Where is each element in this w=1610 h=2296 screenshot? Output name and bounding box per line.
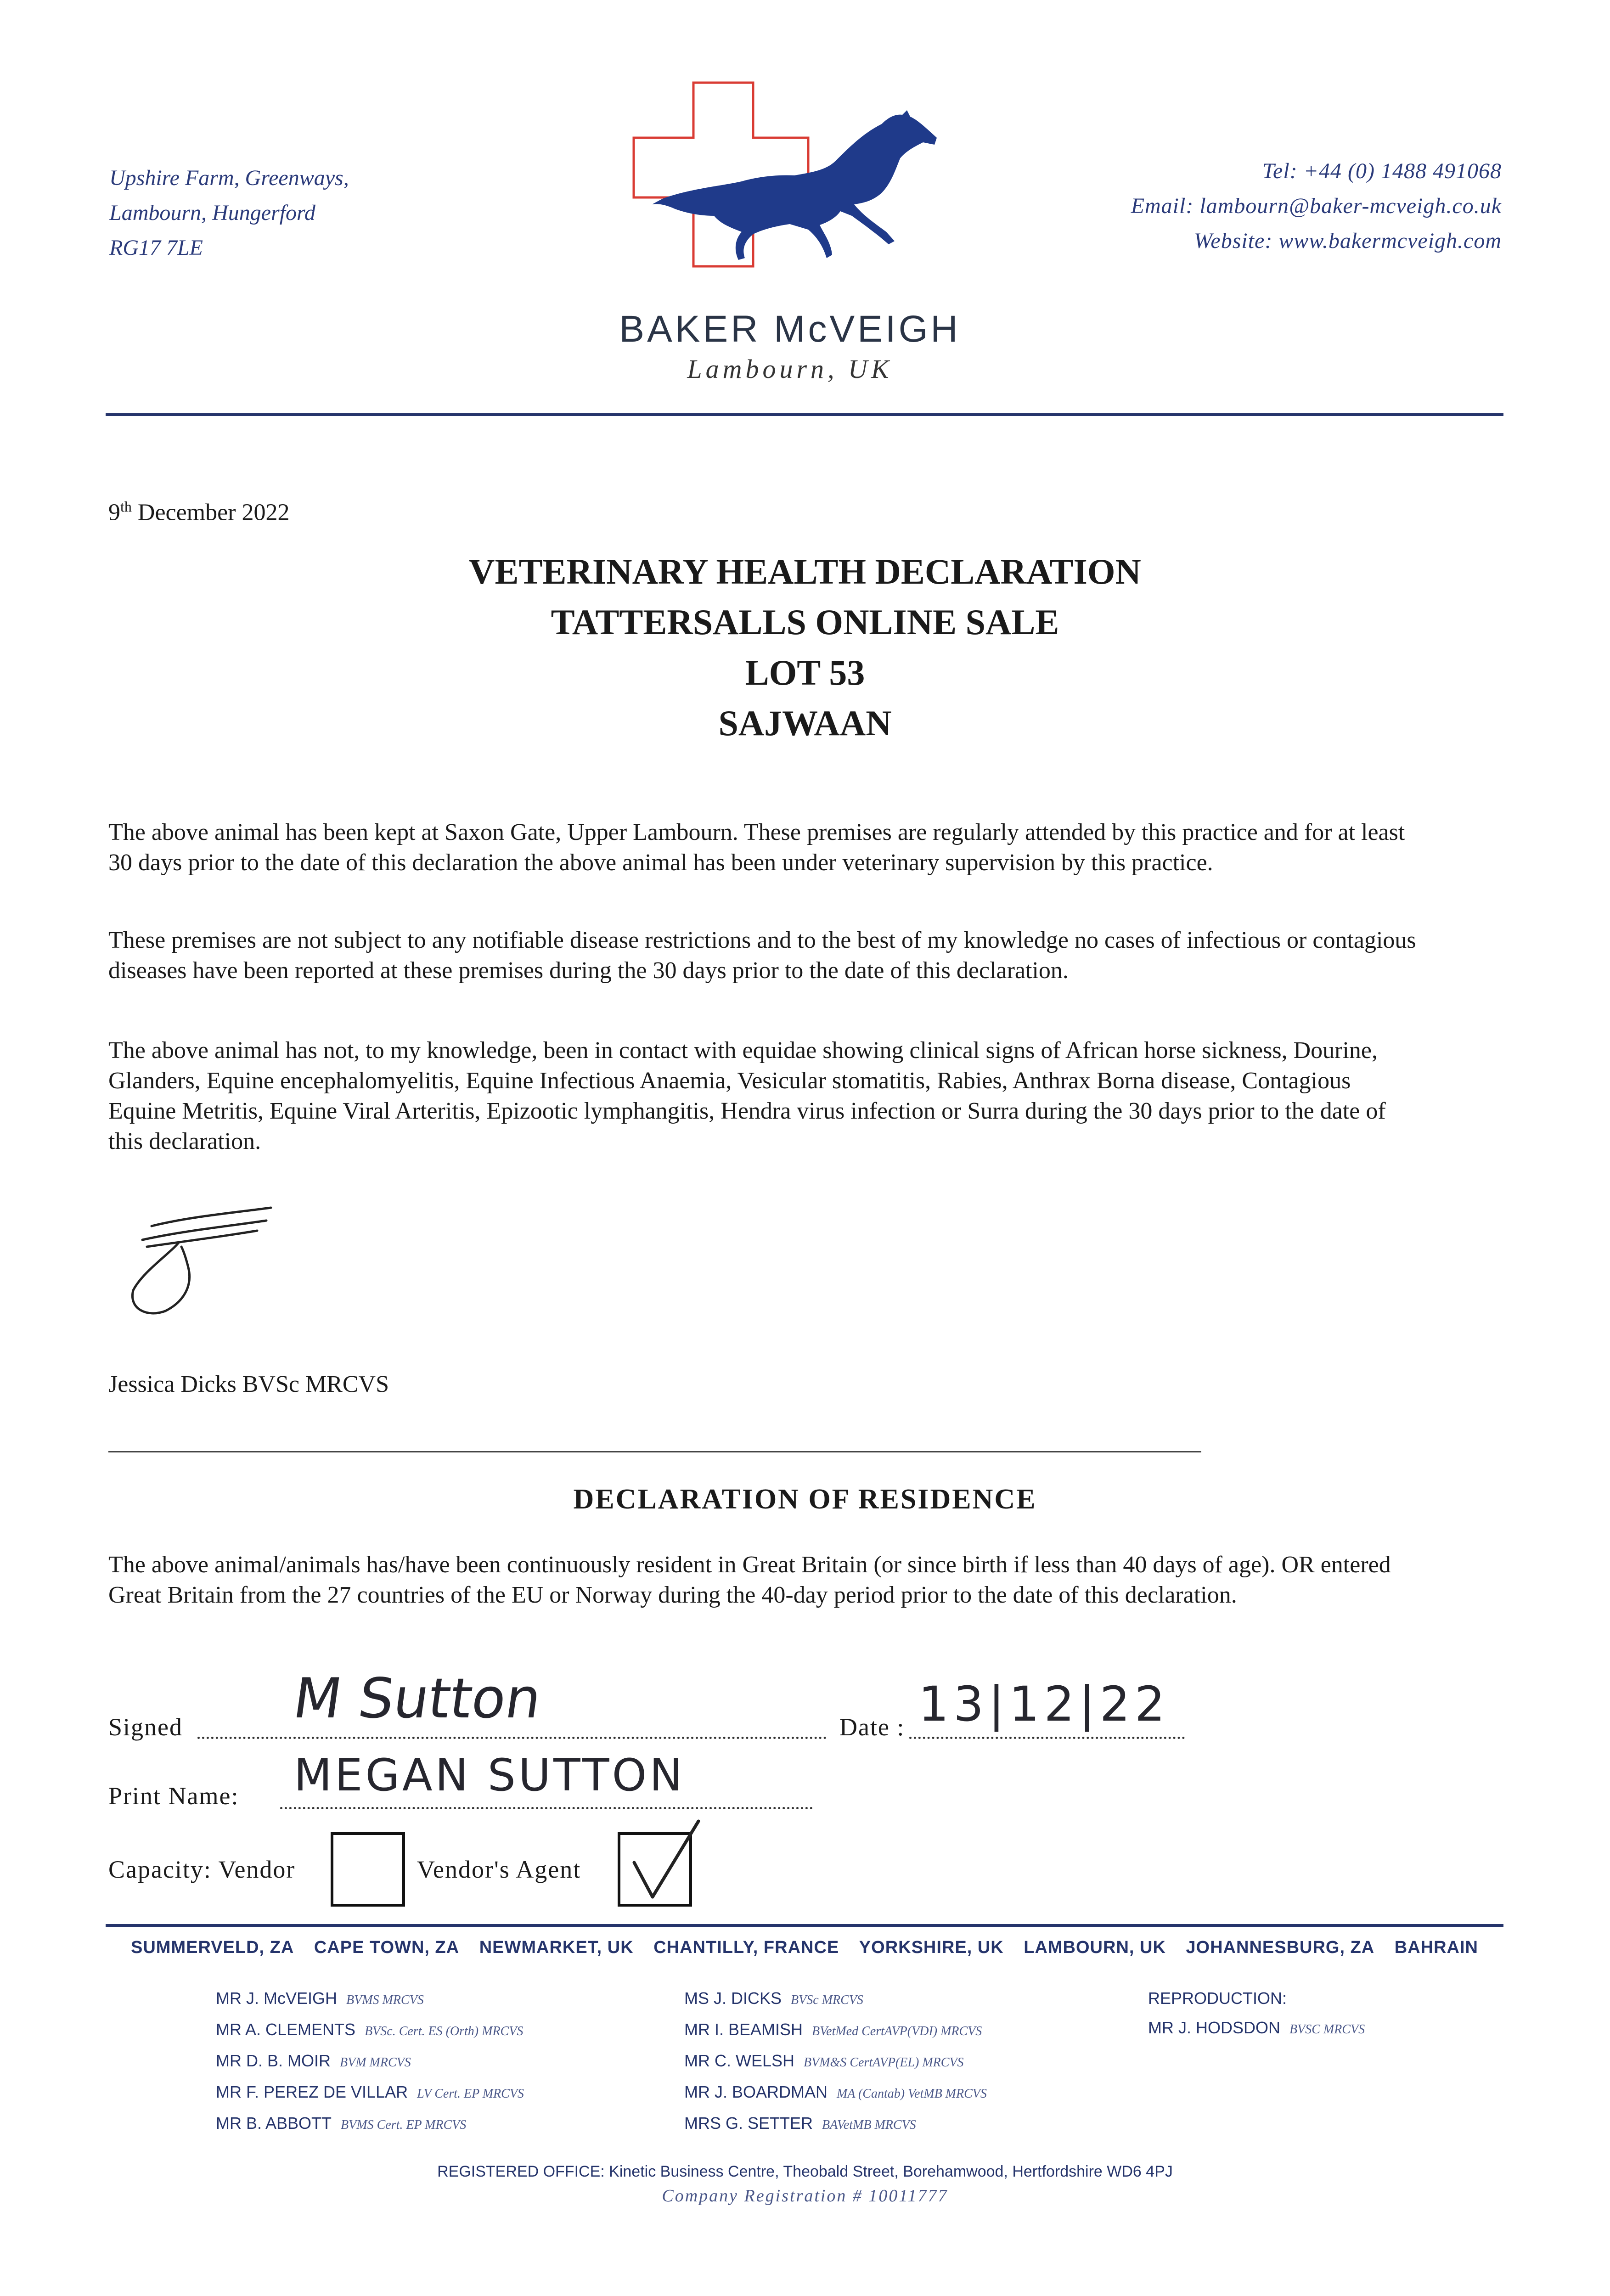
residence-title: DECLARATION OF RESIDENCE [573, 1484, 1037, 1515]
staff-column-1 [216, 1984, 524, 2140]
date-rest: December 2022 [131, 499, 290, 526]
registered-office: REGISTERED OFFICE: Kinetic Business Centre, Theobald Street, Borehamwood, Hertfordshire WD6 4PJ [437, 2163, 1173, 2180]
date-dotted-line [909, 1737, 1185, 1739]
date-label: Date : [839, 1713, 905, 1741]
cross-icon [634, 83, 808, 266]
section-divider [108, 1451, 1201, 1452]
staff-entry [216, 2046, 524, 2077]
brand-name: BAKER McVEIGH [619, 308, 961, 350]
staff-qualifications: MA (Cantab) VetMB MRCVS [837, 2087, 987, 2101]
residence-text: The above animal/animals has/have been continuously resident in Great Britain (or since birth if less than 40 days of age). OR entered Great Britain from the 27 countries of the EU or Norway during the 40-day period prior to the date of this declaration. [108, 1552, 1391, 1608]
print-name-label: Print Name: [108, 1782, 239, 1810]
address-line-3: RG17 7LE [109, 236, 203, 260]
capacity-vendor-label: Capacity: Vendor [108, 1856, 296, 1883]
staff-qualifications: BVM MRCVS [340, 2055, 411, 2070]
staff-qualifications: BVMS Cert. EP MRCVS [341, 2118, 467, 2132]
staff-entry [684, 1984, 987, 2015]
vendor-agent-label: Vendor's Agent [417, 1856, 581, 1883]
staff-name: MR B. ABBOTT [216, 2114, 332, 2133]
staff-entry [216, 2015, 524, 2046]
brand-location: Lambourn, UK [687, 354, 893, 384]
staff-name: MS J. DICKS [684, 1989, 782, 2008]
staff-entry [684, 2046, 987, 2077]
office-location: LAMBOURN, UK [1024, 1938, 1166, 1957]
signed-label: Signed [108, 1713, 183, 1741]
signed-field[interactable]: M Sutton [289, 1667, 546, 1731]
paragraph-restrictions: These premises are not subject to any notifiable disease restrictions and to the best of my knowledge no cases of infectious or contagious diseases have been reported at these premises during the 30 days prior to the date of this declaration. [108, 927, 1416, 984]
vendor-checkbox[interactable] [331, 1832, 405, 1907]
print-name-field[interactable]: MEGAN SUTTON [294, 1750, 686, 1801]
office-locations [106, 1938, 1503, 1958]
declaration-date [108, 498, 290, 526]
signed-dotted-line [197, 1737, 827, 1739]
staff-name: MR F. PEREZ DE VILLAR [216, 2082, 408, 2101]
staff-qualifications: BVetMed CertAVP(VDI) MRCVS [812, 2024, 982, 2038]
staff-name: MR C. WELSH [684, 2051, 795, 2070]
practice-contact [1131, 154, 1502, 259]
address-line-2: Lambourn, Hungerford [109, 201, 315, 225]
staff-qualifications: BVSc. Cert. ES (Orth) MRCVS [365, 2024, 524, 2038]
date-suffix: th [120, 498, 132, 515]
staff-entry [216, 2109, 524, 2140]
staff-entry [684, 2109, 987, 2140]
office-location: JOHANNESBURG, ZA [1186, 1938, 1375, 1957]
staff-name: MR D. B. MOIR [216, 2051, 331, 2070]
staff-entry [684, 2077, 987, 2109]
office-location: YORKSHIRE, UK [859, 1938, 1004, 1957]
staff-qualifications: BVM&S CertAVP(EL) MRCVS [804, 2055, 964, 2070]
date-field[interactable]: 13|12|22 [918, 1676, 1170, 1732]
practice-address [109, 161, 349, 265]
staff-qualifications: BVSc MRCVS [791, 1993, 863, 2007]
check-mark-icon [620, 1835, 689, 1904]
staff-name: MR I. BEAMISH [684, 2020, 803, 2039]
staff-entry [216, 1984, 524, 2015]
office-location: BAHRAIN [1394, 1938, 1478, 1957]
staff-entry [216, 2077, 524, 2109]
footer-divider [106, 1924, 1503, 1927]
vendor-agent-checkbox[interactable] [618, 1832, 692, 1907]
date-day: 9 [108, 499, 120, 526]
print-name-dotted-line [280, 1807, 813, 1809]
paragraph-disease-contact: The above animal has not, to my knowledge, been in contact with equidae showing clinical signs of African horse sickness, Dourine, Glanders, Equine encephalomyelitis, Equine Infectious Anaemia, Vesicular stomatitis, Rabies, Anthrax Borna disease, Contagious Equine Metritis, Equine Viral Arteritis, Epizootic lymphangitis, Hendra virus infection or Surra during the 30 days prior to the date of this declaration. [108, 1037, 1386, 1154]
staff-column-2 [684, 1984, 987, 2140]
title-horse-name: SAJWAAN [718, 703, 892, 743]
staff-entry [684, 2015, 987, 2046]
staff-name: MR J. HODSDON [1148, 2018, 1280, 2037]
staff-qualifications: BAVetMB MRCVS [822, 2118, 916, 2132]
staff-column-3 [1148, 1984, 1365, 2044]
staff-name: MR A. CLEMENTS [216, 2020, 356, 2039]
title-lot: LOT 53 [745, 653, 865, 692]
address-line-1: Upshire Farm, Greenways, [109, 166, 349, 190]
contact-website[interactable]: Website: www.bakermcveigh.com [1193, 229, 1502, 253]
contact-phone: Tel: +44 (0) 1488 491068 [1262, 159, 1502, 183]
baker-mcveigh-logo [625, 78, 974, 280]
paragraph-supervision: The above animal has been kept at Saxon Gate, Upper Lambourn. These premises are regularly attended by this practice and for at least 30 days prior to the date of this declaration the above animal has been under veterinary supervision by this practice. [108, 819, 1405, 876]
staff-name: MR J. BOARDMAN [684, 2082, 828, 2101]
staff-name: MR J. McVEIGH [216, 1989, 338, 2008]
company-registration: Company Registration # 10011777 [662, 2186, 948, 2206]
staff-qualifications: BVMS MRCVS [346, 1993, 424, 2007]
staff-name: MRS G. SETTER [684, 2114, 813, 2133]
office-location: NEWMARKET, UK [479, 1938, 634, 1957]
staff-entry [1148, 2013, 1365, 2044]
staff-qualifications: LV Cert. EP MRCVS [417, 2087, 524, 2101]
title-sale: TATTERSALLS ONLINE SALE [551, 602, 1059, 642]
title-health-declaration: VETERINARY HEALTH DECLARATION [469, 551, 1141, 591]
reproduction-heading: REPRODUCTION: [1148, 1989, 1287, 2008]
vet-signer-name: Jessica Dicks BVSc MRCVS [108, 1371, 389, 1397]
office-location: SUMMERVELD, ZA [131, 1938, 294, 1957]
office-location: CHANTILLY, FRANCE [653, 1938, 839, 1957]
horse-icon [652, 110, 937, 260]
staff-qualifications: BVSC MRCVS [1289, 2022, 1365, 2037]
office-location: CAPE TOWN, ZA [314, 1938, 460, 1957]
contact-email[interactable]: Email: lambourn@baker-mcveigh.co.uk [1131, 194, 1502, 218]
vet-signature [124, 1203, 280, 1327]
header-divider [106, 413, 1503, 416]
